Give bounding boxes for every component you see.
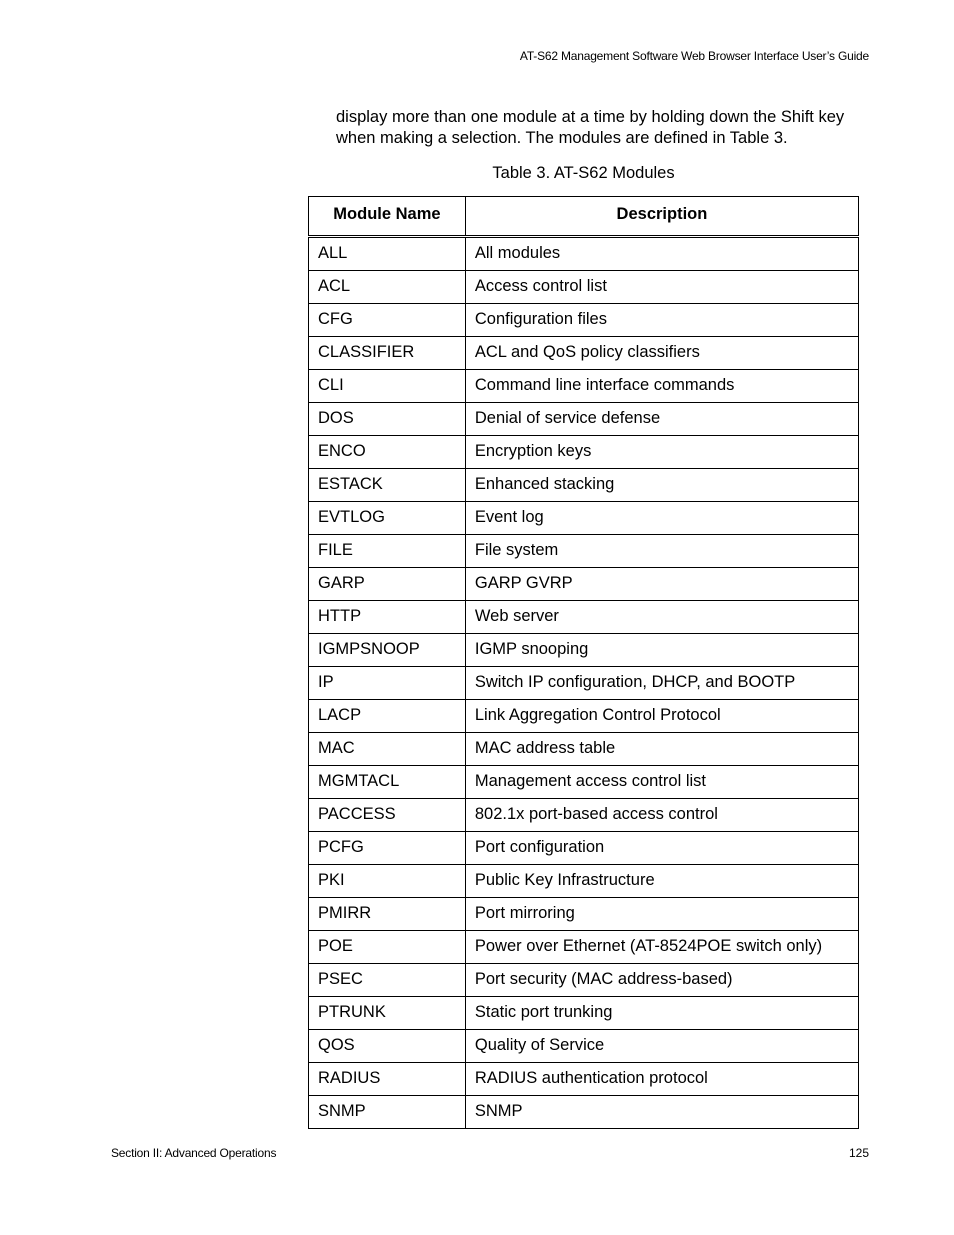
module-description-cell: SNMP (465, 1096, 858, 1129)
module-description-cell: IGMP snooping (465, 634, 858, 667)
module-name-cell: ESTACK (309, 469, 466, 502)
table-row (309, 667, 859, 700)
table-row (309, 237, 859, 271)
modules-table (308, 196, 859, 1129)
module-description-cell: Port configuration (465, 832, 858, 865)
table-row (309, 733, 859, 766)
intro-paragraph: display more than one module at a time by holding down the Shift key when making a selection. The modules are defined in Table 3. (336, 108, 845, 147)
table-row (309, 964, 859, 997)
table-row (309, 502, 859, 535)
module-name-cell: PKI (309, 865, 466, 898)
table-row (309, 1030, 859, 1063)
module-name-cell: FILE (309, 535, 466, 568)
table-header-row (309, 197, 859, 237)
table-row (309, 304, 859, 337)
table-row (309, 370, 859, 403)
table-row (309, 634, 859, 667)
column-header-module-name: Module Name (309, 197, 466, 237)
module-name-cell: POE (309, 931, 466, 964)
module-description-cell: File system (465, 535, 858, 568)
table-row (309, 436, 859, 469)
table-row (309, 700, 859, 733)
module-name-cell: ALL (309, 237, 466, 271)
table-body (309, 237, 859, 1129)
module-name-cell: CLI (309, 370, 466, 403)
module-description-cell: MAC address table (465, 733, 858, 766)
running-header: AT-S62 Management Software Web Browser Interface User’s Guide (519, 49, 869, 63)
table-row (309, 799, 859, 832)
module-name-cell: SNMP (309, 1096, 466, 1129)
module-description-cell: Configuration files (465, 304, 858, 337)
module-description-cell: ACL and QoS policy classifiers (465, 337, 858, 370)
table-row (309, 865, 859, 898)
footer-section-title: Section II: Advanced Operations (111, 1146, 277, 1160)
module-description-cell: Command line interface commands (465, 370, 858, 403)
module-name-cell: MGMTACL (309, 766, 466, 799)
table-row (309, 535, 859, 568)
module-name-cell: QOS (309, 1030, 466, 1063)
module-description-cell: Port mirroring (465, 898, 858, 931)
module-name-cell: DOS (309, 403, 466, 436)
module-name-cell: MAC (309, 733, 466, 766)
module-name-cell: PTRUNK (309, 997, 466, 1030)
module-description-cell: Port security (MAC address-based) (465, 964, 858, 997)
module-description-cell: RADIUS authentication protocol (465, 1063, 858, 1096)
module-description-cell: Management access control list (465, 766, 858, 799)
module-name-cell: ENCO (309, 436, 466, 469)
module-name-cell: PCFG (309, 832, 466, 865)
module-description-cell: Link Aggregation Control Protocol (465, 700, 858, 733)
module-description-cell: Web server (465, 601, 858, 634)
table-row (309, 601, 859, 634)
module-description-cell: Static port trunking (465, 997, 858, 1030)
module-name-cell: ACL (309, 271, 466, 304)
module-name-cell: PMIRR (309, 898, 466, 931)
module-description-cell: Quality of Service (465, 1030, 858, 1063)
module-description-cell: 802.1x port-based access control (465, 799, 858, 832)
module-description-cell: Public Key Infrastructure (465, 865, 858, 898)
module-name-cell: PSEC (309, 964, 466, 997)
module-description-cell: All modules (465, 237, 858, 271)
table-row (309, 1096, 859, 1129)
module-name-cell: CFG (309, 304, 466, 337)
module-name-cell: EVTLOG (309, 502, 466, 535)
table-row (309, 403, 859, 436)
table-row (309, 469, 859, 502)
module-name-cell: IGMPSNOOP (309, 634, 466, 667)
table-row (309, 898, 859, 931)
module-name-cell: GARP (309, 568, 466, 601)
module-description-cell: Enhanced stacking (465, 469, 858, 502)
module-name-cell: RADIUS (309, 1063, 466, 1096)
table-row (309, 997, 859, 1030)
column-header-description: Description (465, 197, 858, 237)
module-description-cell: Switch IP configuration, DHCP, and BOOTP (465, 667, 858, 700)
module-name-cell: CLASSIFIER (309, 337, 466, 370)
table-row (309, 1063, 859, 1096)
table-row (309, 931, 859, 964)
module-name-cell: IP (309, 667, 466, 700)
table-caption: Table 3. AT-S62 Modules (492, 164, 675, 182)
module-name-cell: PACCESS (309, 799, 466, 832)
module-description-cell: GARP GVRP (465, 568, 858, 601)
table-row (309, 271, 859, 304)
module-description-cell: Access control list (465, 271, 858, 304)
table-row (309, 568, 859, 601)
module-name-cell: LACP (309, 700, 466, 733)
table-row (309, 337, 859, 370)
page-number: 125 (848, 1146, 869, 1160)
table-row (309, 766, 859, 799)
module-name-cell: HTTP (309, 601, 466, 634)
table-row (309, 832, 859, 865)
module-description-cell: Event log (465, 502, 858, 535)
module-description-cell: Power over Ethernet (AT-8524POE switch only) (465, 931, 858, 964)
module-description-cell: Denial of service defense (465, 403, 858, 436)
module-description-cell: Encryption keys (465, 436, 858, 469)
